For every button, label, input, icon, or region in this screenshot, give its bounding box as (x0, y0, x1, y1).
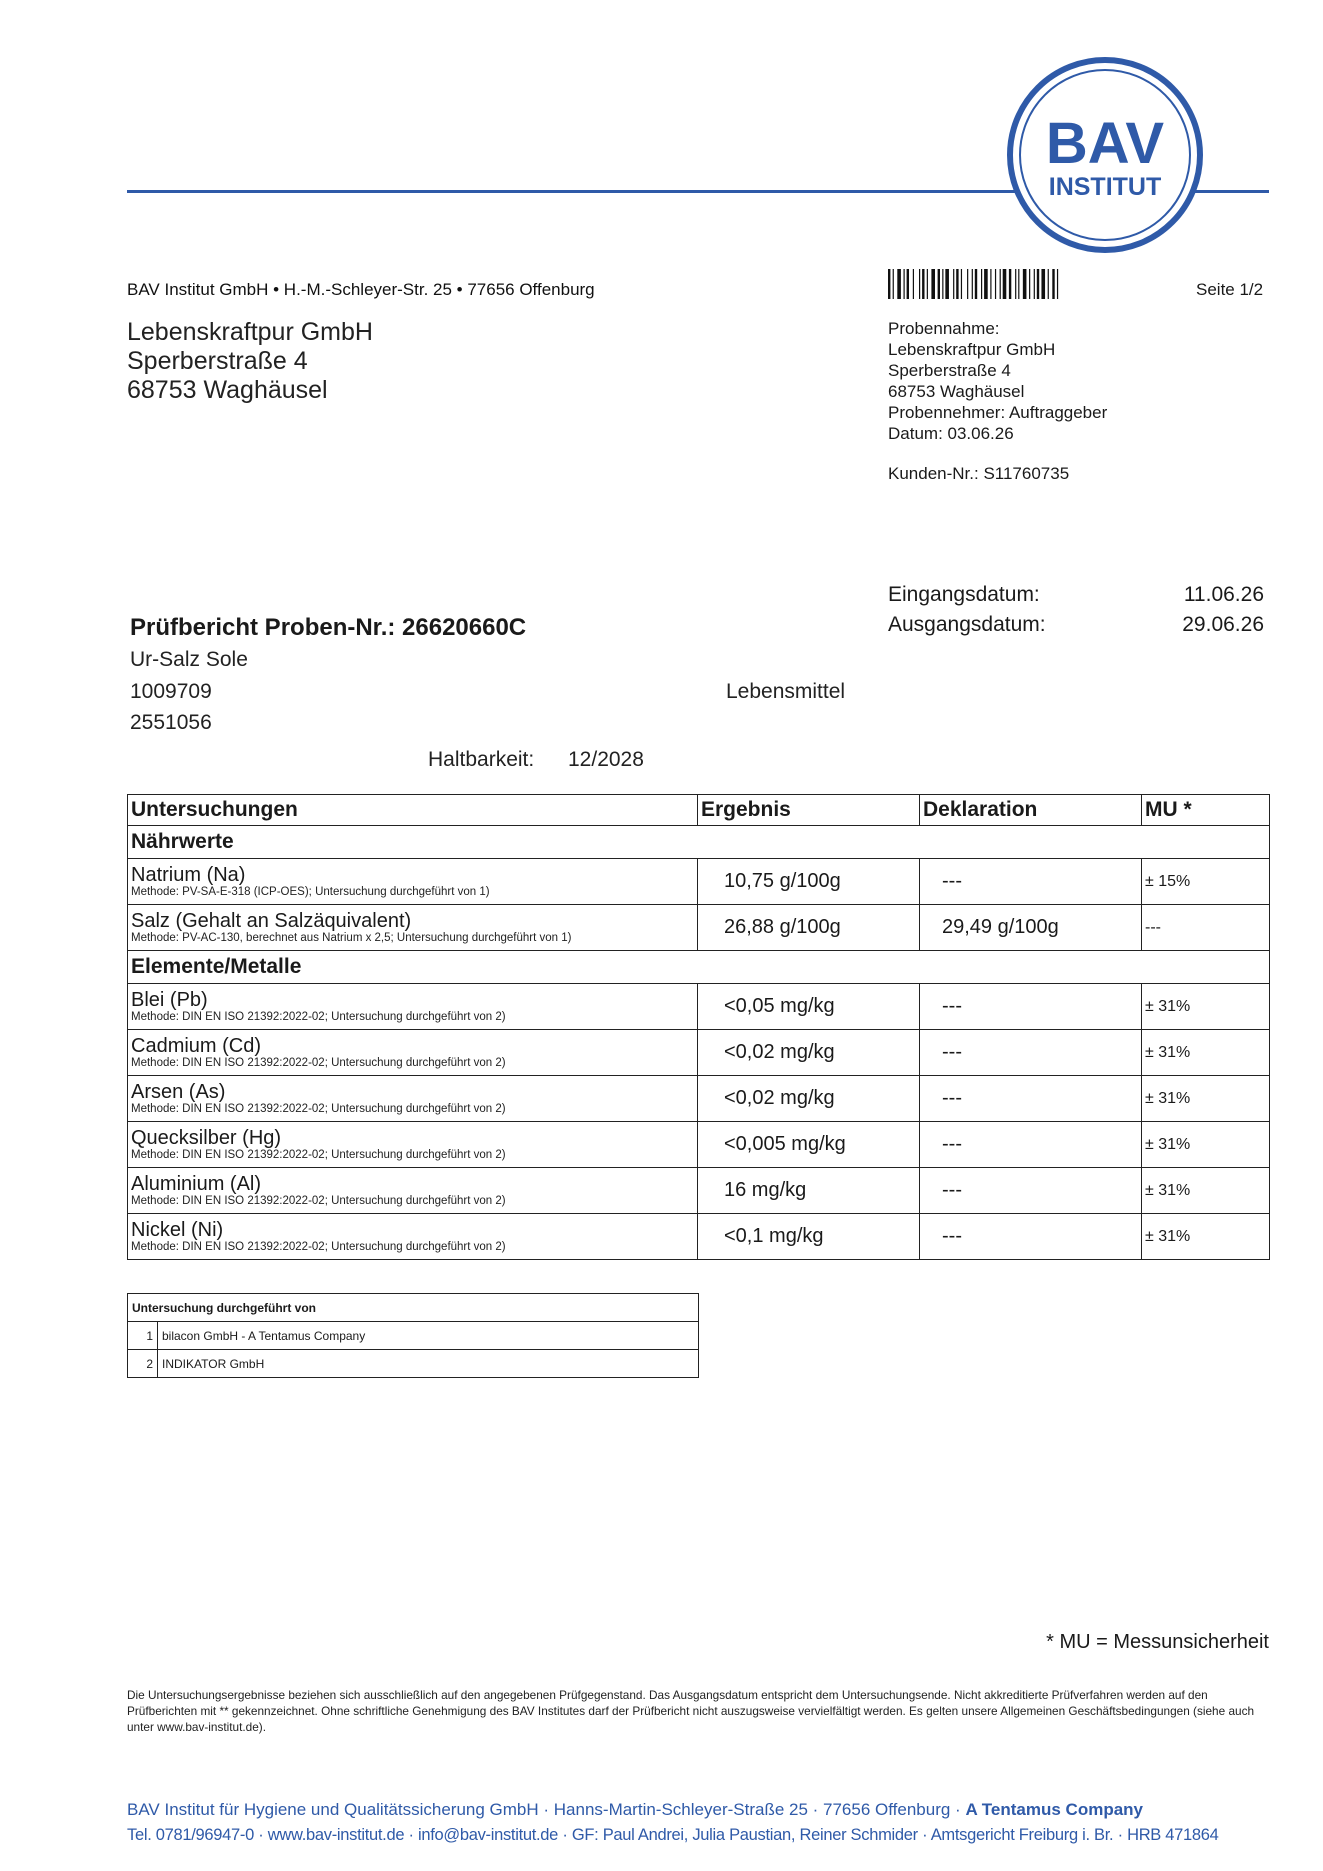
header-declaration: Deklaration (920, 795, 1142, 826)
footer-brand: A Tentamus Company (965, 1800, 1144, 1819)
bav-logo (1005, 55, 1205, 255)
header-investigations: Untersuchungen (128, 795, 698, 826)
parameter-name: Arsen (As) (131, 1081, 226, 1103)
parameter-name: Quecksilber (Hg) (131, 1127, 282, 1149)
declaration-value: --- (920, 1076, 1142, 1122)
mu-value: ± 31% (1142, 1122, 1270, 1168)
svg-text:BAV: BAV (1045, 111, 1165, 176)
shelf-life-value: 12/2028 (568, 748, 644, 771)
result-value: 10,75 g/100g (698, 859, 920, 905)
mu-value: ± 31% (1142, 1168, 1270, 1214)
parameter-method: Methode: DIN EN ISO 21392:2022-02; Untersuchung durchgeführt von 2) (131, 1103, 506, 1115)
declaration-value: --- (920, 859, 1142, 905)
parameter-cell (128, 1122, 698, 1168)
declaration-value: 29,49 g/100g (920, 905, 1142, 951)
results-table (127, 794, 1270, 1260)
table-row (128, 1076, 1270, 1122)
declaration-value: --- (920, 1030, 1142, 1076)
parameter-name: Nickel (Ni) (131, 1219, 224, 1241)
lab-number: 1 (128, 1322, 158, 1350)
result-value: <0,02 mg/kg (698, 1076, 920, 1122)
sampling-heading: Probennahme: (888, 319, 1000, 338)
mu-footnote: * MU = Messunsicherheit (1046, 1631, 1269, 1653)
mu-value: ± 31% (1142, 1076, 1270, 1122)
article-number: 1009709 (130, 680, 212, 703)
parameter-method: Methode: PV-AC-130, berechnet aus Natrium x 2,5; Untersuchung durchgeführt von 1) (131, 932, 572, 944)
table-row (128, 1030, 1270, 1076)
parameter-name: Cadmium (Cd) (131, 1035, 262, 1057)
parameter-cell (128, 905, 698, 951)
parameter-cell (128, 1214, 698, 1260)
disclaimer: Die Untersuchungsergebnisse beziehen sich ausschließlich auf den angegebenen Prüfgegenstand. Das Ausgangsdatum entspricht dem Untersuchungsende. Nicht akkreditierte Prüfverfahren werden auf den Prüfberichten mit ** gekennzeichnet. Ohne schriftliche Genehmigung des BAV Institutes darf der Prüfbericht nicht auszugsweise vervielfältigt werden. Es gelten unsere Allgemeinen Geschäftsbedingungen (siehe auch unter www.bav-institut.de). (127, 1688, 1255, 1734)
table-row (128, 859, 1270, 905)
recipient-city: 68753 Waghäusel (127, 376, 328, 404)
batch-number: 2551056 (130, 711, 212, 734)
parameter-cell (128, 1076, 698, 1122)
parameter-cell (128, 859, 698, 905)
report-title: Prüfbericht Proben-Nr.: 26620660C (130, 614, 527, 641)
result-value: 26,88 g/100g (698, 905, 920, 951)
declaration-value: --- (920, 1168, 1142, 1214)
parameter-method: Methode: PV-SA-E-318 (ICP-OES); Untersuchung durchgeführt von 1) (131, 886, 490, 898)
recipient-address (127, 318, 373, 405)
lab-name: bilacon GmbH - A Tentamus Company (158, 1322, 699, 1350)
parameter-method: Methode: DIN EN ISO 21392:2022-02; Untersuchung durchgeführt von 2) (131, 1011, 506, 1023)
mu-value: ± 15% (1142, 859, 1270, 905)
section-title: Elemente/Metalle (128, 951, 1270, 984)
parameter-name: Natrium (Na) (131, 864, 246, 886)
table-row (128, 1168, 1270, 1214)
result-value: <0,02 mg/kg (698, 1030, 920, 1076)
result-value: <0,1 mg/kg (698, 1214, 920, 1260)
parameter-name: Aluminium (Al) (131, 1173, 262, 1195)
barcode (888, 269, 1112, 299)
svg-text:INSTITUT: INSTITUT (1048, 173, 1162, 201)
lab-row (128, 1322, 699, 1350)
incoming-date-value: 11.06.26 (1183, 583, 1264, 606)
declaration-value: --- (920, 1214, 1142, 1260)
bav-logo-seal (1005, 55, 1205, 255)
incoming-date-label: Eingangsdatum: (888, 583, 1040, 606)
recipient-street: Sperberstraße 4 (127, 347, 308, 375)
table-row (128, 1122, 1270, 1168)
mu-value: ± 31% (1142, 984, 1270, 1030)
labs-header-row (128, 1294, 699, 1322)
results-header-row (128, 795, 1270, 826)
mu-value: ± 31% (1142, 1214, 1270, 1260)
section-title: Nährwerte (128, 826, 1270, 859)
section-row (128, 951, 1270, 984)
header-mu: MU * (1142, 795, 1270, 826)
lab-number: 2 (128, 1350, 158, 1378)
header-result: Ergebnis (698, 795, 920, 826)
result-value: <0,05 mg/kg (698, 984, 920, 1030)
result-value: <0,005 mg/kg (698, 1122, 920, 1168)
labs-table (127, 1293, 699, 1378)
table-row (128, 905, 1270, 951)
recipient-company: Lebenskraftpur GmbH (127, 318, 373, 346)
sender-address-line: BAV Institut GmbH • H.-M.-Schleyer-Str. 25 • 77656 Offenburg (127, 280, 595, 299)
table-row (128, 1214, 1270, 1260)
parameter-cell (128, 1030, 698, 1076)
declaration-value: --- (920, 1122, 1142, 1168)
page-number: Seite 1/2 (1196, 280, 1264, 299)
labs-title: Untersuchung durchgeführt von (128, 1294, 699, 1322)
section-row (128, 826, 1270, 859)
footer-address-text: BAV Institut für Hygiene und Qualitätssicherung GmbH · Hanns-Martin-Schleyer-Straße 25 · 77656 Offenburg · (127, 1800, 961, 1819)
lab-row (128, 1350, 699, 1378)
shelf-life-label: Haltbarkeit: (428, 748, 535, 771)
sampler: Probennehmer: Auftraggeber (888, 403, 1108, 422)
footer-address (127, 1800, 1143, 1820)
table-row (128, 984, 1270, 1030)
parameter-method: Methode: DIN EN ISO 21392:2022-02; Untersuchung durchgeführt von 2) (131, 1241, 506, 1253)
parameter-cell (128, 984, 698, 1030)
declaration-value: --- (920, 984, 1142, 1030)
result-value: 16 mg/kg (698, 1168, 920, 1214)
parameter-cell (128, 1168, 698, 1214)
customer-number: Kunden-Nr.: S11760735 (888, 464, 1070, 483)
sampling-city: 68753 Waghäusel (888, 382, 1025, 401)
product-name: Ur-Salz Sole (130, 648, 248, 671)
lab-name: INDIKATOR GmbH (158, 1350, 699, 1378)
parameter-name: Blei (Pb) (131, 989, 208, 1011)
product-category: Lebensmittel (726, 680, 846, 703)
outgoing-date-label: Ausgangsdatum: (888, 613, 1046, 636)
footer-contact: Tel. 0781/96947-0 · www.bav-institut.de · info@bav-institut.de · GF: Paul Andrei, Julia Paustian, Reiner Schmider · Amtsgericht Freiburg i. Br. · HRB 471864 (127, 1826, 1219, 1844)
outgoing-date-value: 29.06.26 (1182, 613, 1264, 636)
parameter-method: Methode: DIN EN ISO 21392:2022-02; Untersuchung durchgeführt von 2) (131, 1149, 506, 1161)
sampling-company: Lebenskraftpur GmbH (888, 340, 1056, 359)
parameter-name: Salz (Gehalt an Salzäquivalent) (131, 910, 412, 932)
sampling-info (888, 318, 1107, 444)
parameter-method: Methode: DIN EN ISO 21392:2022-02; Untersuchung durchgeführt von 2) (131, 1195, 506, 1207)
sampling-street: Sperberstraße 4 (888, 361, 1011, 380)
mu-value: --- (1142, 905, 1270, 951)
parameter-method: Methode: DIN EN ISO 21392:2022-02; Untersuchung durchgeführt von 2) (131, 1057, 506, 1069)
sampling-date: Datum: 03.06.26 (888, 424, 1014, 443)
mu-value: ± 31% (1142, 1030, 1270, 1076)
